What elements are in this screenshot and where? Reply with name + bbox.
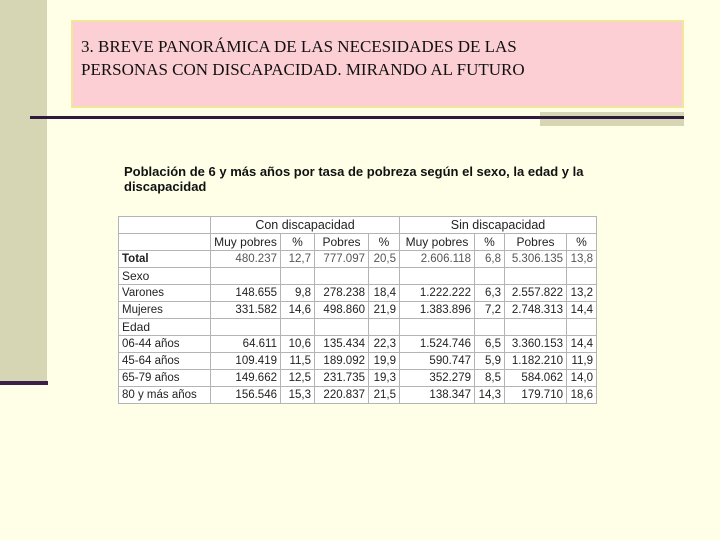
table-cell: 2.748.313: [505, 302, 567, 319]
column-header: %: [281, 234, 315, 251]
table-cell: [567, 319, 597, 336]
table-title: Población de 6 y más años por tasa de pobreza según el sexo, la edad y la discapacidad: [124, 164, 584, 194]
table-cell: [400, 268, 475, 285]
header-divider: [30, 116, 540, 119]
table-cell: 64.611: [211, 336, 281, 353]
table-row: [119, 285, 597, 302]
table-cell: [211, 268, 281, 285]
row-label: Mujeres: [119, 302, 211, 319]
table-cell: [281, 319, 315, 336]
group-header-con: Con discapacidad: [211, 217, 400, 234]
table-row: [119, 302, 597, 319]
table-cell: 12,5: [281, 370, 315, 387]
table-cell: 480.237: [211, 251, 281, 268]
table-cell: 7,2: [475, 302, 505, 319]
slide-title-line-1: 3. BREVE PANORÁMICA DE LAS NECESIDADES DE LAS: [81, 37, 517, 56]
table-cell: 22,3: [369, 336, 400, 353]
table-cell: 109.419: [211, 353, 281, 370]
table-cell: 11,9: [567, 353, 597, 370]
table-cell: 1.524.746: [400, 336, 475, 353]
table-cell: 19,3: [369, 370, 400, 387]
table-cell: [315, 319, 369, 336]
table-row: [119, 387, 597, 404]
table-cell: 1.182.210: [505, 353, 567, 370]
slide-title-box: [71, 20, 684, 108]
header-divider-right: [540, 116, 684, 119]
table-cell: 584.062: [505, 370, 567, 387]
table-cell: 9,8: [281, 285, 315, 302]
header-empty-cell: [119, 234, 211, 251]
table-cell: 331.582: [211, 302, 281, 319]
table-cell: 14,6: [281, 302, 315, 319]
table-column-header-row: [119, 234, 597, 251]
table-section-row: [119, 319, 597, 336]
table-cell: 13,8: [567, 251, 597, 268]
row-label: 06-44 años: [119, 336, 211, 353]
table-row: [119, 251, 597, 268]
column-header: Muy pobres: [400, 234, 475, 251]
table-cell: 156.546: [211, 387, 281, 404]
table-cell: 15,3: [281, 387, 315, 404]
table-cell: 5.306.135: [505, 251, 567, 268]
table-row: [119, 336, 597, 353]
table-cell: [505, 268, 567, 285]
table-cell: 278.238: [315, 285, 369, 302]
table-cell: 14,0: [567, 370, 597, 387]
column-header: Pobres: [315, 234, 369, 251]
table-cell: 352.279: [400, 370, 475, 387]
table-cell: 149.662: [211, 370, 281, 387]
column-header: Muy pobres: [211, 234, 281, 251]
table-cell: 10,6: [281, 336, 315, 353]
table-cell: 3.360.153: [505, 336, 567, 353]
column-header: Pobres: [505, 234, 567, 251]
table-cell: 2.606.118: [400, 251, 475, 268]
column-header: %: [567, 234, 597, 251]
table-cell: 6,5: [475, 336, 505, 353]
section-label: Sexo: [119, 268, 211, 285]
table-section-row: [119, 268, 597, 285]
table-cell: 189.092: [315, 353, 369, 370]
table-cell: 8,5: [475, 370, 505, 387]
table-cell: 11,5: [281, 353, 315, 370]
table-group-header-row: [119, 217, 597, 234]
left-decor-bar: [0, 0, 47, 383]
table-cell: [475, 268, 505, 285]
row-label: Varones: [119, 285, 211, 302]
table-cell: [369, 268, 400, 285]
table-cell: 14,4: [567, 302, 597, 319]
table-cell: [211, 319, 281, 336]
left-decor-line: [0, 381, 48, 385]
table-cell: 231.735: [315, 370, 369, 387]
row-label: Total: [119, 251, 211, 268]
table-cell: 777.097: [315, 251, 369, 268]
table-cell: [475, 319, 505, 336]
table-cell: [369, 319, 400, 336]
column-header: %: [369, 234, 400, 251]
slide-title: [81, 35, 671, 81]
table-row: [119, 353, 597, 370]
table-cell: 14,3: [475, 387, 505, 404]
table-cell: [315, 268, 369, 285]
table-cell: 6,8: [475, 251, 505, 268]
table-cell: 2.557.822: [505, 285, 567, 302]
table-cell: 18,4: [369, 285, 400, 302]
row-label: 65-79 años: [119, 370, 211, 387]
header-empty-cell: [119, 217, 211, 234]
row-label: 80 y más años: [119, 387, 211, 404]
table-cell: 590.747: [400, 353, 475, 370]
table-cell: 220.837: [315, 387, 369, 404]
table-cell: 19,9: [369, 353, 400, 370]
table-cell: 21,5: [369, 387, 400, 404]
group-header-sin: Sin discapacidad: [400, 217, 597, 234]
table-body: [119, 217, 597, 404]
header-decor-block: [540, 112, 684, 126]
table-cell: [505, 319, 567, 336]
table-cell: [567, 268, 597, 285]
table-cell: [281, 268, 315, 285]
table-cell: 135.434: [315, 336, 369, 353]
row-label: 45-64 años: [119, 353, 211, 370]
table-cell: 138.347: [400, 387, 475, 404]
table-cell: 12,7: [281, 251, 315, 268]
table-cell: [400, 319, 475, 336]
poverty-table: [118, 216, 597, 404]
table-cell: 18,6: [567, 387, 597, 404]
table-cell: 21,9: [369, 302, 400, 319]
table-cell: 179.710: [505, 387, 567, 404]
table-cell: 498.860: [315, 302, 369, 319]
table-cell: 20,5: [369, 251, 400, 268]
table-cell: 1.222.222: [400, 285, 475, 302]
section-label: Edad: [119, 319, 211, 336]
table-cell: 6,3: [475, 285, 505, 302]
table-row: [119, 370, 597, 387]
table-cell: 148.655: [211, 285, 281, 302]
table-cell: 14,4: [567, 336, 597, 353]
column-header: %: [475, 234, 505, 251]
table-cell: 5,9: [475, 353, 505, 370]
slide-title-line-2: PERSONAS CON DISCAPACIDAD. MIRANDO AL FUTURO: [81, 60, 525, 79]
table-cell: 1.383.896: [400, 302, 475, 319]
table-cell: 13,2: [567, 285, 597, 302]
